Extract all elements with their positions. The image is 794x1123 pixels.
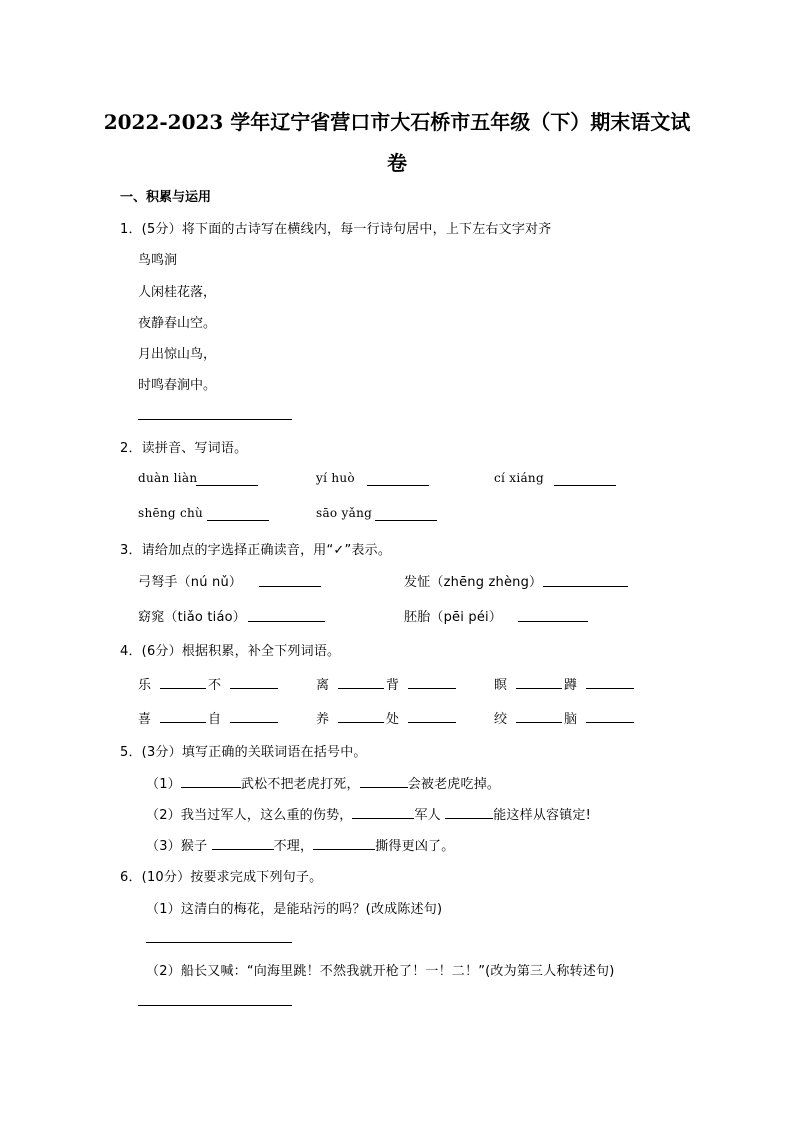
question-2-prompt: 2．读拼音、写词语。 — [120, 441, 248, 456]
answer-blank[interactable] — [212, 837, 274, 850]
pinyin-item: shēng chù — [138, 506, 204, 520]
idiom-char: 瞑 — [494, 678, 508, 693]
sentence-text: 军人 — [414, 808, 446, 823]
answer-blank[interactable] — [586, 688, 634, 689]
poem-line: 月出惊山鸟， — [138, 347, 217, 362]
answer-blank[interactable] — [352, 806, 414, 819]
sentence-text: （2）我当过军人，这么重的伤势， — [146, 808, 353, 823]
answer-blank[interactable] — [207, 520, 269, 521]
question-1-prompt: 1．(5分）将下面的古诗写在横线内，每一行诗句居中，上下左右文字对齐 — [120, 222, 552, 237]
question-4-prompt: 4．(6分）根据积累，补全下列词语。 — [120, 644, 341, 659]
idiom-char: 脑 — [564, 712, 578, 727]
answer-blank[interactable] — [375, 520, 437, 521]
idiom-char: 处 — [386, 712, 400, 727]
idiom-char: 蹲 — [564, 678, 578, 693]
answer-blank[interactable] — [360, 775, 408, 788]
answer-line[interactable] — [146, 942, 292, 943]
idiom-char: 绞 — [494, 712, 508, 727]
question-3-prompt: 3．请给加点的字选择正确读音，用“✓”表示。 — [120, 543, 392, 558]
pinyin-item: sāo yǎng — [316, 506, 373, 520]
poem-line: 时鸣春涧中。 — [138, 378, 217, 393]
pronunciation-item: 发怔（zhēng zhèng） — [404, 575, 543, 590]
sentence-text: 能这样从容镇定! — [493, 808, 592, 823]
sentence-text: 撕得更凶了。 — [375, 839, 455, 854]
sentence-text: （1） — [146, 777, 181, 792]
answer-line[interactable] — [138, 419, 292, 420]
sentence-text: 不理， — [273, 839, 314, 854]
poem-line: 夜静春山空。 — [138, 316, 217, 331]
answer-blank[interactable] — [543, 586, 628, 587]
answer-blank[interactable] — [230, 688, 278, 689]
idiom-char: 离 — [316, 678, 330, 693]
answer-blank[interactable] — [338, 722, 384, 723]
answer-blank[interactable] — [445, 806, 493, 819]
section-heading: 一、积累与运用 — [120, 190, 212, 205]
sentence-text: 武松不把老虎打死， — [240, 777, 360, 792]
poem-title: 鸟鸣涧 — [138, 253, 178, 268]
question-6-prompt: 6．(10分）按要求完成下列句子。 — [120, 870, 323, 885]
answer-line[interactable] — [138, 1005, 292, 1006]
answer-blank[interactable] — [230, 722, 278, 723]
answer-blank[interactable] — [313, 837, 375, 850]
answer-blank[interactable] — [518, 621, 588, 622]
answer-blank[interactable] — [516, 688, 562, 689]
sentence-3 — [146, 835, 454, 854]
answer-blank[interactable] — [554, 485, 616, 486]
answer-blank[interactable] — [338, 688, 384, 689]
idiom-char: 自 — [208, 712, 222, 727]
idiom-char: 背 — [386, 678, 400, 693]
pinyin-item: duàn liàn — [138, 471, 198, 485]
poem-line: 人闲桂花落， — [138, 285, 217, 300]
sentence-1 — [146, 773, 500, 792]
exam-title-line2: 卷 — [387, 151, 407, 175]
answer-blank[interactable] — [586, 722, 634, 723]
question-5-prompt: 5．(3分）填写正确的关联词语在括号中。 — [120, 745, 367, 760]
pinyin-item: yí huò — [316, 471, 355, 485]
answer-blank[interactable] — [259, 586, 321, 587]
pronunciation-item: 胚胎（pēi péi） — [404, 610, 503, 625]
answer-blank[interactable] — [248, 621, 325, 622]
pronunciation-item: 弓弩手（nú nǔ） — [138, 575, 243, 590]
sentence-text: 会被老虎吃掉。 — [407, 777, 501, 792]
idiom-char: 乐 — [138, 678, 152, 693]
answer-blank[interactable] — [516, 722, 562, 723]
answer-blank[interactable] — [196, 485, 258, 486]
exam-title-line1: 2022-2023 学年辽宁省营口市大石桥市五年级（下）期末语文试 — [103, 110, 691, 134]
answer-blank[interactable] — [408, 722, 456, 723]
answer-blank[interactable] — [181, 775, 241, 788]
sentence-text: （3）猴子 — [146, 839, 212, 854]
sentence-2 — [146, 804, 591, 823]
pinyin-item: cí xiáng — [494, 471, 544, 485]
answer-blank[interactable] — [408, 688, 456, 689]
sentence-task-1: （1）这清白的梅花，是能玷污的吗？(改成陈述句) — [146, 902, 443, 917]
pronunciation-item: 窈窕（tiǎo tiáo） — [138, 610, 246, 625]
idiom-char: 不 — [208, 678, 222, 693]
sentence-task-2: （2）船长又喊：“向海里跳！不然我就开枪了！一！二！”(改为第三人称转述句) — [146, 964, 615, 979]
answer-blank[interactable] — [160, 688, 206, 689]
idiom-char: 养 — [316, 712, 330, 727]
idiom-char: 喜 — [138, 712, 152, 727]
answer-blank[interactable] — [367, 485, 429, 486]
answer-blank[interactable] — [160, 722, 206, 723]
